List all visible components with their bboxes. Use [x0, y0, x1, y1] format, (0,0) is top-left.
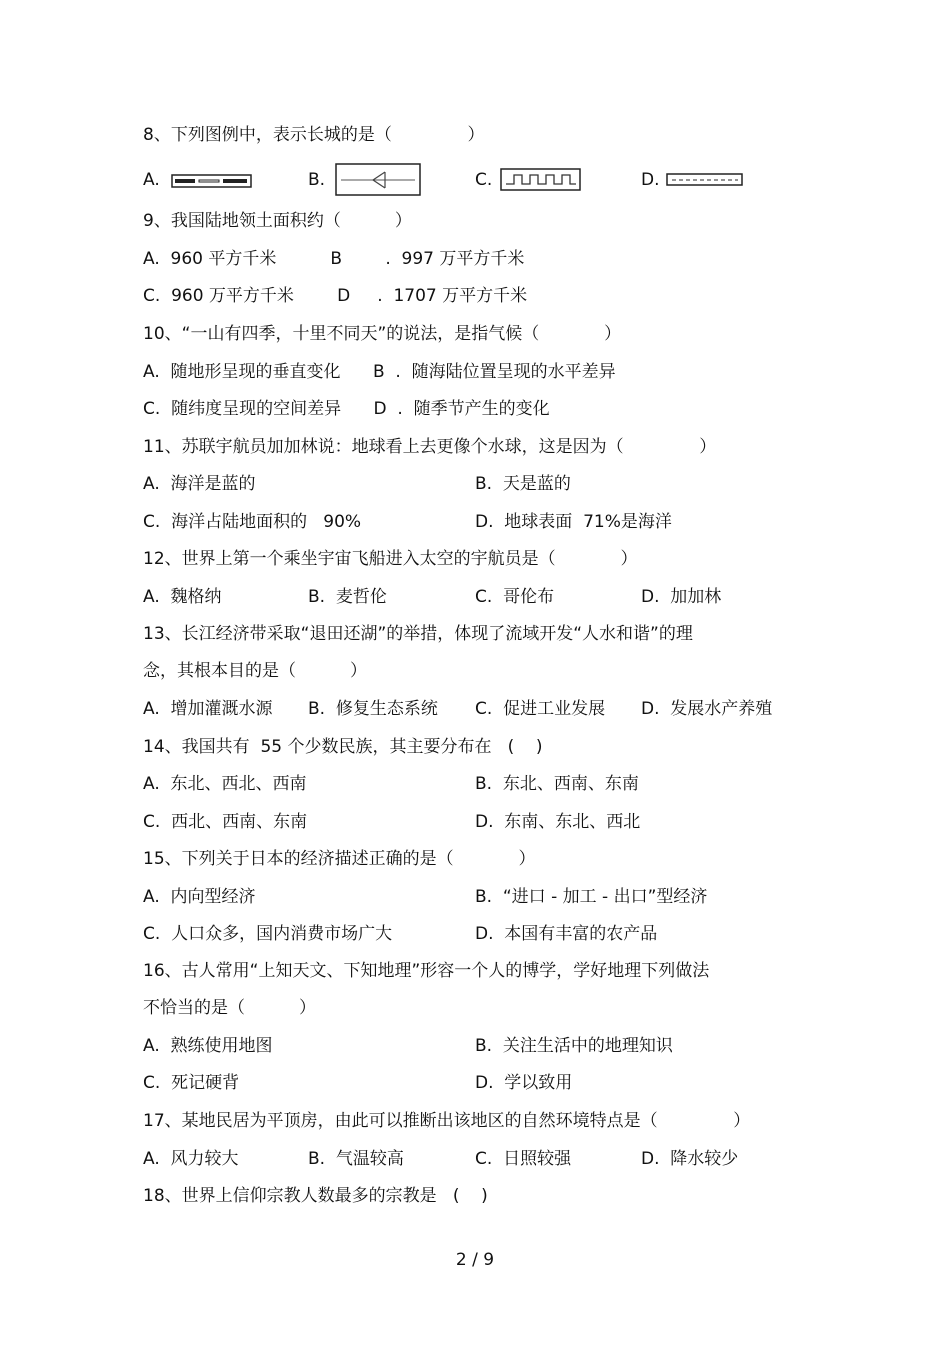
- q16-option-a: A. 熟练使用地图: [143, 1036, 273, 1056]
- question-15-stem: 15、下列关于日本的经济描述正确的是（ ）: [143, 849, 536, 869]
- q11-option-a: A. 海洋是蓝的: [143, 474, 256, 494]
- question-13-stem-line-1: 13、长江经济带采取“退田还湖”的举措，体现了流域开发“人水和谐”的理: [143, 624, 693, 644]
- q13-option-b: B. 修复生态系统: [308, 699, 438, 719]
- dashed-boundary-legend-icon: [666, 172, 744, 188]
- question-16-stem-line-2: 不恰当的是（ ）: [143, 998, 317, 1018]
- sluice-legend-icon: [335, 163, 423, 197]
- question-18-stem: 18、世界上信仰宗教人数最多的宗教是 ( ): [143, 1186, 488, 1206]
- q8-option-c-label: C.: [475, 170, 493, 190]
- q14-option-b: B. 东北、西南、东南: [475, 774, 639, 794]
- q16-option-c: C. 死记硬背: [143, 1073, 240, 1093]
- q11-option-d: D. 地球表面 71%是海洋: [475, 512, 672, 532]
- q14-option-a: A. 东北、西北、西南: [143, 774, 307, 794]
- question-16-stem-line-1: 16、古人常用“上知天文、下知地理”形容一个人的博学，学好地理下列做法: [143, 961, 710, 981]
- q17-option-d: D. 降水较少: [641, 1149, 739, 1169]
- great-wall-legend-icon: [500, 167, 582, 193]
- question-17-stem: 17、某地民居为平顶房，由此可以推断出该地区的自然环境特点是（ ）: [143, 1111, 751, 1131]
- question-9-stem: 9、我国陆地领土面积约（ ）: [143, 211, 412, 231]
- q16-option-b: B. 关注生活中的地理知识: [475, 1036, 673, 1056]
- question-13-stem-line-2: 念，其根本目的是（ ）: [143, 661, 368, 681]
- q17-option-a: A. 风力较大: [143, 1149, 239, 1169]
- q12-option-c: C. 哥伦布: [475, 587, 555, 607]
- q15-option-a: A. 内向型经济: [143, 887, 256, 907]
- q13-option-d: D. 发展水产养殖: [641, 699, 773, 719]
- q9-options-row-2: C. 960 万平方千米 D . 1707 万平方千米: [143, 286, 528, 306]
- q13-option-a: A. 增加灌溉水源: [143, 699, 273, 719]
- question-10-stem: 10、“一山有四季，十里不同天”的说法，是指气候（ ）: [143, 324, 622, 344]
- q8-option-b-label: B.: [308, 170, 326, 190]
- q13-option-c: C. 促进工业发展: [475, 699, 606, 719]
- page-number: 2 / 9: [455, 1250, 495, 1270]
- q10-options-row-1: A. 随地形呈现的垂直变化 B . 随海陆位置呈现的水平差异: [143, 362, 616, 382]
- q10-options-row-2: C. 随纬度呈现的空间差异 D . 随季节产生的变化: [143, 399, 550, 419]
- q14-option-d: D. 东南、东北、西北: [475, 812, 641, 832]
- q16-option-d: D. 学以致用: [475, 1073, 573, 1093]
- q15-option-c: C. 人口众多，国内消费市场广大: [143, 924, 393, 944]
- q15-option-b: B. “进口 - 加工 - 出口”型经济: [475, 887, 708, 907]
- q12-option-b: B. 麦哲伦: [308, 587, 387, 607]
- q17-option-c: C. 日照较强: [475, 1149, 572, 1169]
- question-8-stem: 8、下列图例中，表示长城的是（ ）: [143, 125, 485, 145]
- q15-option-d: D. 本国有丰富的农产品: [475, 924, 658, 944]
- railway-legend-icon: [171, 171, 253, 191]
- q11-option-c: C. 海洋占陆地面积的 90%: [143, 512, 362, 532]
- question-12-stem: 12、世界上第一个乘坐宇宙飞船进入太空的宇航员是（ ）: [143, 549, 638, 569]
- q12-option-a: A. 魏格纳: [143, 587, 222, 607]
- question-11-stem: 11、苏联宇航员加加林说：地球看上去更像个水球，这是因为（ ）: [143, 437, 717, 457]
- q8-option-d-label: D.: [641, 170, 660, 190]
- q12-option-d: D. 加加林: [641, 587, 722, 607]
- q8-option-a-label: A.: [143, 170, 160, 190]
- q14-option-c: C. 西北、西南、东南: [143, 812, 308, 832]
- q11-option-b: B. 天是蓝的: [475, 474, 571, 494]
- question-14-stem: 14、我国共有 55 个少数民族，其主要分布在 ( ): [143, 737, 543, 757]
- q9-options-row-1: A. 960 平方千米 B . 997 万平方千米: [143, 249, 525, 269]
- q17-option-b: B. 气温较高: [308, 1149, 404, 1169]
